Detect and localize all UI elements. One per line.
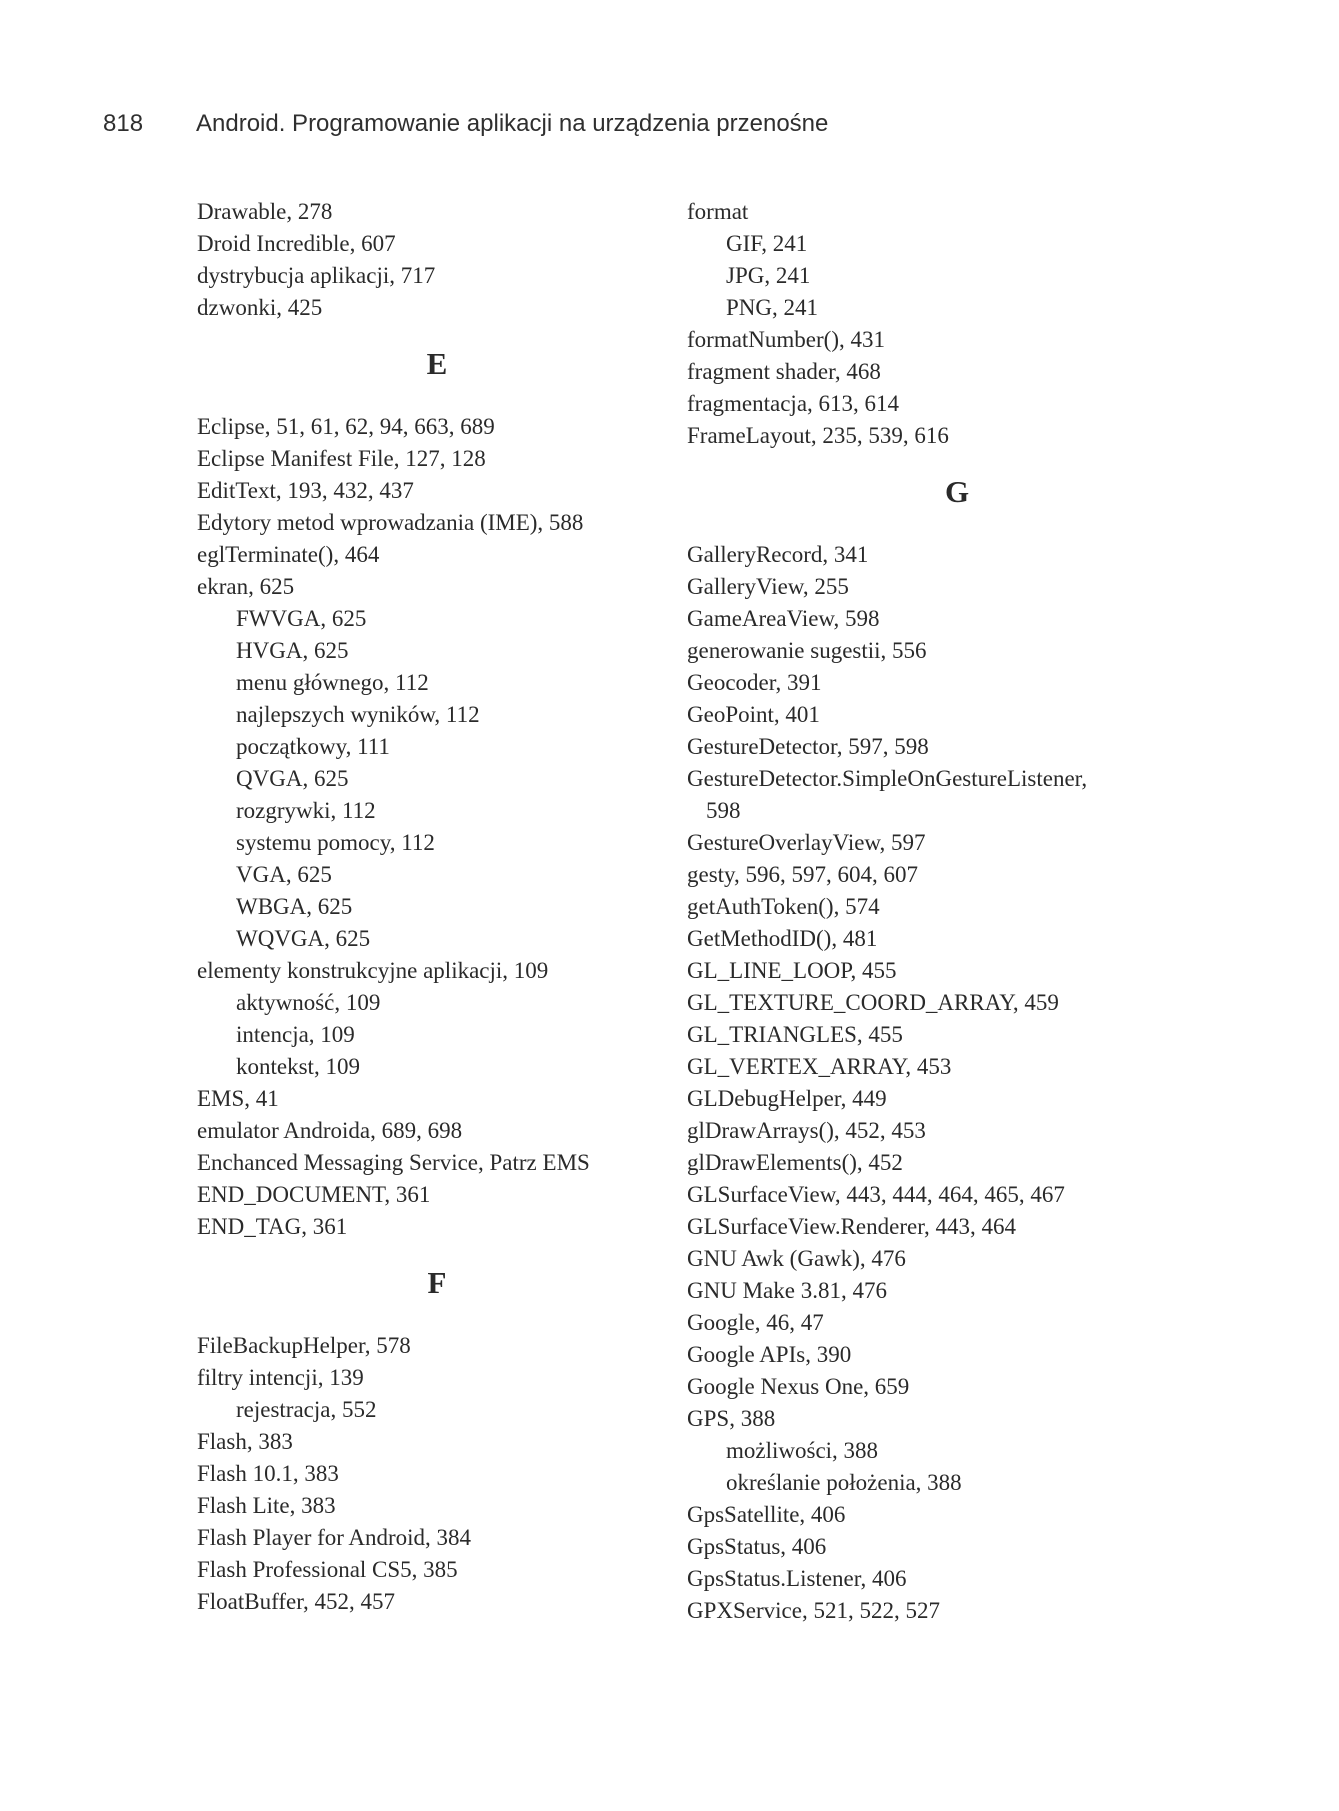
index-subentry: QVGA, 625 bbox=[236, 766, 349, 791]
index-entry: Google APIs, 390 bbox=[687, 1342, 852, 1367]
section-letter: G bbox=[944, 474, 970, 509]
index-entry: EMS, 41 bbox=[197, 1086, 279, 1111]
index-entry: filtry intencji, 139 bbox=[197, 1365, 364, 1390]
index-entry: generowanie sugestii, 556 bbox=[687, 638, 927, 663]
index-entry: formatNumber(), 431 bbox=[687, 327, 885, 352]
index-entry: dystrybucja aplikacji, 717 bbox=[197, 263, 436, 288]
index-entry: GpsStatus, 406 bbox=[687, 1534, 827, 1559]
index-entry: FileBackupHelper, 578 bbox=[197, 1333, 411, 1358]
index-subentry: kontekst, 109 bbox=[236, 1054, 360, 1079]
index-entry: getAuthToken(), 574 bbox=[687, 894, 880, 919]
index-entry: Enchanced Messaging Service, Patrz EMS bbox=[197, 1150, 590, 1175]
index-entry: GeoPoint, 401 bbox=[687, 702, 820, 727]
index-entry: Google Nexus One, 659 bbox=[687, 1374, 910, 1399]
index-entry: GalleryRecord, 341 bbox=[687, 542, 869, 567]
index-column-left bbox=[197, 196, 677, 1618]
index-subentry: HVGA, 625 bbox=[236, 638, 349, 663]
index-entry: Google, 46, 47 bbox=[687, 1310, 824, 1335]
index-entry: Geocoder, 391 bbox=[687, 670, 822, 695]
index-entry: glDrawArrays(), 452, 453 bbox=[687, 1118, 926, 1143]
index-entry: FrameLayout, 235, 539, 616 bbox=[687, 423, 949, 448]
index-subentry: rejestracja, 552 bbox=[236, 1397, 377, 1422]
index-entry: Flash, 383 bbox=[197, 1429, 293, 1454]
index-entry: fragmentacja, 613, 614 bbox=[687, 391, 900, 416]
index-entry: GpsSatellite, 406 bbox=[687, 1502, 846, 1527]
index-entry: END_TAG, 361 bbox=[197, 1214, 348, 1239]
index-entry: GestureDetector.SimpleOnGestureListener, bbox=[687, 766, 1088, 791]
index-entry: glDrawElements(), 452 bbox=[687, 1150, 903, 1175]
index-entry: END_DOCUMENT, 361 bbox=[197, 1182, 431, 1207]
index-entry: EditText, 193, 432, 437 bbox=[197, 478, 414, 503]
index-subentry: najlepszych wyników, 112 bbox=[236, 702, 480, 727]
index-entry: GpsStatus.Listener, 406 bbox=[687, 1566, 907, 1591]
section-letter: F bbox=[427, 1265, 447, 1300]
index-entry: gesty, 596, 597, 604, 607 bbox=[687, 862, 919, 887]
index-entry: Flash 10.1, 383 bbox=[197, 1461, 339, 1486]
index-entry: Edytory metod wprowadzania (IME), 588 bbox=[197, 510, 584, 535]
index-entry: Eclipse Manifest File, 127, 128 bbox=[197, 446, 486, 471]
index-entry: Droid Incredible, 607 bbox=[197, 231, 396, 256]
index-subentry: systemu pomocy, 112 bbox=[236, 830, 435, 855]
index-entry: GL_TEXTURE_COORD_ARRAY, 459 bbox=[687, 990, 1059, 1015]
index-subentry: menu głównego, 112 bbox=[236, 670, 429, 695]
index-entry: GLSurfaceView.Renderer, 443, 464 bbox=[687, 1214, 1016, 1239]
index-entry: GameAreaView, 598 bbox=[687, 606, 880, 631]
index-entry: dzwonki, 425 bbox=[197, 295, 323, 320]
index-entry: GPXService, 521, 522, 527 bbox=[687, 1598, 940, 1623]
index-entry: eglTerminate(), 464 bbox=[197, 542, 380, 567]
index-entry: emulator Androida, 689, 698 bbox=[197, 1118, 463, 1143]
index-entry: Flash Player for Android, 384 bbox=[197, 1525, 472, 1550]
index-entry: GNU Awk (Gawk), 476 bbox=[687, 1246, 906, 1271]
index-subentry: możliwości, 388 bbox=[726, 1438, 879, 1463]
index-subentry: GIF, 241 bbox=[726, 231, 808, 256]
index-entry: format bbox=[687, 199, 749, 224]
index-entry: ekran, 625 bbox=[197, 574, 295, 599]
index-entry: GestureDetector, 597, 598 bbox=[687, 734, 929, 759]
index-entry: FloatBuffer, 452, 457 bbox=[197, 1589, 395, 1614]
index-entry: 598 bbox=[706, 798, 741, 823]
index-subentry: WQVGA, 625 bbox=[236, 926, 371, 951]
index-entry: fragment shader, 468 bbox=[687, 359, 881, 384]
index-entry: GPS, 388 bbox=[687, 1406, 776, 1431]
index-entry: GetMethodID(), 481 bbox=[687, 926, 878, 951]
index-subentry: FWVGA, 625 bbox=[236, 606, 367, 631]
index-entry: GLSurfaceView, 443, 444, 464, 465, 467 bbox=[687, 1182, 1065, 1207]
section-letter: E bbox=[426, 346, 448, 381]
page-number: 818 bbox=[103, 110, 144, 137]
index-subentry: PNG, 241 bbox=[726, 295, 819, 320]
index-subentry: WBGA, 625 bbox=[236, 894, 353, 919]
index-entry: elementy konstrukcyjne aplikacji, 109 bbox=[197, 958, 549, 983]
index-subentry: rozgrywki, 112 bbox=[236, 798, 376, 823]
index-subentry: początkowy, 111 bbox=[236, 734, 390, 759]
running-header bbox=[103, 109, 1203, 139]
index-entry: GL_TRIANGLES, 455 bbox=[687, 1022, 903, 1047]
book-title: Android. Programowanie aplikacji na urządzenia przenośne bbox=[196, 110, 829, 137]
index-subentry: określanie położenia, 388 bbox=[726, 1470, 962, 1495]
index-subentry: intencja, 109 bbox=[236, 1022, 355, 1047]
index-entry: Flash Professional CS5, 385 bbox=[197, 1557, 458, 1582]
index-entry: Eclipse, 51, 61, 62, 94, 663, 689 bbox=[197, 414, 495, 439]
index-entry: GL_LINE_LOOP, 455 bbox=[687, 958, 897, 983]
index-subentry: VGA, 625 bbox=[236, 862, 332, 887]
index-subentry: JPG, 241 bbox=[726, 263, 811, 288]
index-entry: Flash Lite, 383 bbox=[197, 1493, 336, 1518]
index-entry: GalleryView, 255 bbox=[687, 574, 849, 599]
index-entry: GNU Make 3.81, 476 bbox=[687, 1278, 887, 1303]
index-subentry: aktywność, 109 bbox=[236, 990, 381, 1015]
index-entry: GL_VERTEX_ARRAY, 453 bbox=[687, 1054, 952, 1079]
index-column-right bbox=[687, 196, 1227, 1627]
index-entry: GLDebugHelper, 449 bbox=[687, 1086, 887, 1111]
index-entry: GestureOverlayView, 597 bbox=[687, 830, 926, 855]
index-entry: Drawable, 278 bbox=[197, 199, 333, 224]
